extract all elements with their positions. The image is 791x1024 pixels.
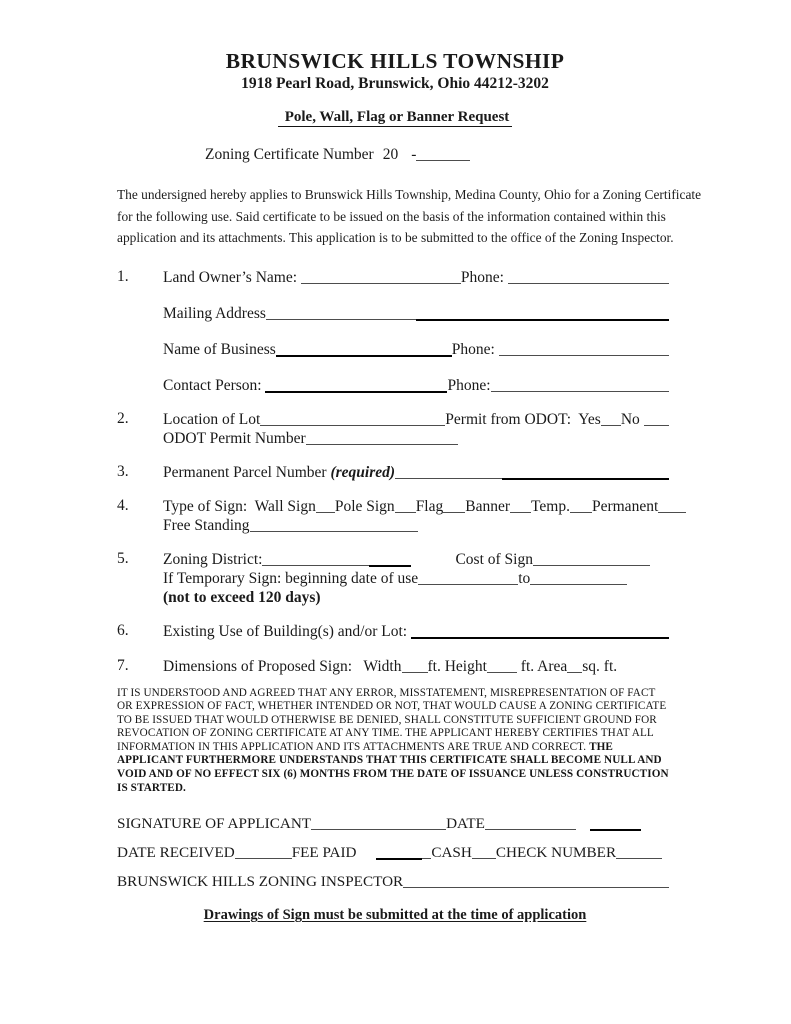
form-items [117,268,791,676]
item-5-number: 5. [117,549,129,567]
temporary-sign-row [163,569,669,588]
odot-number-row [163,429,669,448]
date-label: DATE [446,815,485,833]
free-standing-label: Free Standing [163,516,250,534]
zoning-district-field-2[interactable] [369,565,411,567]
pole-sign-field[interactable] [395,512,416,513]
business-phone-field[interactable] [499,355,669,356]
item-6-body [163,622,669,641]
business-name-row [163,340,669,359]
item-1-number: 1. [117,267,129,285]
owner-phone-label: Phone: [460,268,508,286]
odot-no-label: No [620,410,644,428]
beginning-date-label: If Temporary Sign: beginning date of use [163,569,419,587]
sign-type-row [163,497,669,516]
page-title: BRUNSWICK HILLS TOWNSHIP [225,49,565,73]
signature-label: SIGNATURE OF APPLICANT [117,815,312,833]
required-label: (required) [330,463,396,481]
owner-phone-field[interactable] [508,283,669,284]
height-label: ft. Height [427,657,487,675]
form-item-2 [117,410,791,448]
contact-phone-field[interactable] [491,391,669,392]
land-owner-row [163,268,669,287]
cash-field[interactable] [472,858,496,859]
applicant-signature-field[interactable] [311,829,446,830]
check-number-label: CHECK NUMBER [495,844,617,862]
item-2-number: 2. [117,409,129,427]
land-owner-label: Land Owner’s Name: [163,268,301,286]
width-label: Dimensions of Proposed Sign: Width [163,657,402,675]
legal-text-normal: IT IS UNDERSTOOD AND AGREED THAT ANY ERROR, MISSTATEMENT, MISREPRESENTATION OF FACT OR EXPRESSION OF FACT, WHETHER INTENDED OR NOT, THAT WOULD CAUSE A ZONING CERTIFICATE TO BE ISSUED THAT WOULD OTHERWISE BE DENIED, SHALL CONSTITUTE SUFFICIENT GROUND FOR REVOCATION OF ZONING CERTIFICATE AT ANY TIME. THE APPLICANT HEREBY CERTIFIES THAT ALL INFORMATION IN THIS APPLICATION AND ITS ATTACHMENTS ARE TRUE AND CORRECT. [117,686,667,753]
area-field[interactable] [567,672,582,673]
mailing-address-field-1[interactable] [266,319,416,320]
office-use-row [117,843,669,863]
legal-text-bold: THE APPLICANT FURTHERMORE UNDERSTANDS THAT THIS CERTIFICATE SHALL BECOME NULL AND VOID AND OF NO EFFECT SIX (6) MONTHS FROM THE DATE OF ISSUANCE UNLESS CONSTRUCTION IS STARTED. [117,740,669,794]
free-standing-field[interactable] [250,531,418,532]
cash-label: CASH [431,844,472,862]
legal-disclaimer [117,687,669,796]
contact-person-row [163,376,669,395]
inspector-row [117,872,669,892]
footer [117,814,791,924]
header [117,49,673,126]
land-owner-name-field[interactable] [301,283,461,284]
mailing-address-field-2[interactable] [416,319,669,321]
item-1-body [163,268,669,395]
business-name-field[interactable] [276,355,452,357]
date-received-field[interactable] [235,858,292,859]
contact-person-label: Contact Person: [163,376,266,394]
zoning-district-row [163,550,669,569]
drawings-note [117,907,673,924]
fee-paid-field-end[interactable] [422,858,431,859]
item-5-body [163,550,669,607]
item-4-number: 4. [117,496,129,514]
form-item-7 [117,657,791,676]
business-name-label: Name of Business [163,340,276,358]
date-field[interactable] [485,829,576,830]
form-title [117,109,673,126]
to-label: to [518,569,531,587]
item-6-number: 6. [117,621,129,639]
location-of-lot-label: Location of Lot [163,410,261,428]
permanent-label: Permanent [591,497,659,515]
item-3-number: 3. [117,462,129,480]
fee-paid-label: FEE PAID [291,844,361,862]
inspector-signature-field[interactable] [403,887,669,888]
zoning-district-field-1[interactable] [262,565,369,566]
form-item-1 [117,268,791,395]
form-item-3 [117,463,791,482]
item-2-body [163,410,669,448]
beginning-date-field[interactable] [418,584,518,585]
zoning-district-label: Zoning District: [163,550,263,568]
parcel-number-field-1[interactable] [395,478,502,479]
permanent-field[interactable] [658,512,686,513]
mailing-address-row [163,304,669,323]
intro-paragraph: The undersigned hereby applies to Brunswick Hills Township, Medina County, Ohio for a Zoning Certificate for the following use. Said certificate to be issued on the basis of the information contained within this application and its attachments. This application is to be submitted to the office of the Zoning Inspector. [117,187,702,245]
township-address: 1918 Pearl Road, Brunswick, Ohio 44212-3202 [241,75,549,92]
form-item-6 [117,622,791,641]
free-standing-row [163,516,669,535]
fee-paid-field[interactable] [376,858,422,860]
contact-person-field[interactable] [265,391,447,393]
odot-no-field[interactable] [644,425,669,426]
certificate-number-row [205,146,791,164]
mailing-address-label: Mailing Address [163,304,266,322]
drawings-note-text: Drawings of Sign must be submitted at the time of application [203,907,587,924]
limit-label: (not to exceed 120 days) [163,588,321,606]
parcel-number-label: Permanent Parcel Number [163,463,331,481]
form-title-text: Pole, Wall, Flag or Banner Request [278,109,513,127]
sq-ft-label: sq. ft. [582,657,618,675]
form-item-4 [117,497,791,535]
location-row [163,410,669,429]
odot-permit-number-label: ODOT Permit Number [163,429,306,447]
banner-label: Banner [465,497,511,515]
item-7-number: 7. [117,656,129,674]
cost-of-sign-field[interactable] [533,565,650,566]
existing-use-field[interactable] [411,637,669,639]
pole-sign-label: Pole Sign [334,497,395,515]
wall-sign-label: Type of Sign: Wall Sign [163,497,316,515]
date-extra-field[interactable] [590,829,641,831]
business-phone-label: Phone: [451,340,499,358]
inspector-label: BRUNSWICK HILLS ZONING INSPECTOR [117,873,404,891]
location-of-lot-field[interactable] [260,425,445,426]
odot-permit-number-field[interactable] [306,444,458,445]
item-4-body [163,497,669,535]
temp-label: Temp. [531,497,570,515]
certificate-year-prefix: 20 [382,146,399,163]
cost-of-sign-label: Cost of Sign [455,550,533,568]
check-number-field[interactable] [616,858,662,859]
odot-permit-label: Permit from ODOT: Yes [445,410,601,428]
parcel-number-field-2[interactable] [502,478,669,480]
existing-use-row [163,622,669,641]
contact-phone-label: Phone: [447,376,491,394]
item-7-body [163,657,669,676]
limit-row [163,588,669,607]
parcel-number-row [163,463,669,482]
date-received-label: DATE RECEIVED [117,844,235,862]
flag-field[interactable] [443,512,465,513]
item-3-body [163,463,669,482]
area-label: ft. Area [516,657,568,675]
certificate-separator: - [411,146,417,163]
width-field[interactable] [402,672,428,673]
end-date-field[interactable] [530,584,627,585]
certificate-number-field[interactable] [416,160,470,161]
banner-field[interactable] [510,512,531,513]
existing-use-label: Existing Use of Building(s) and/or Lot: [163,622,411,640]
flag-label: Flag [415,497,444,515]
dimensions-row [163,657,669,676]
odot-yes-field[interactable] [601,425,621,426]
temp-field[interactable] [570,512,592,513]
wall-sign-field[interactable] [316,512,335,513]
certificate-number-label: Zoning Certificate Number [205,146,374,163]
form-item-5 [117,550,791,607]
signature-row [117,814,669,834]
height-field[interactable] [487,672,517,673]
